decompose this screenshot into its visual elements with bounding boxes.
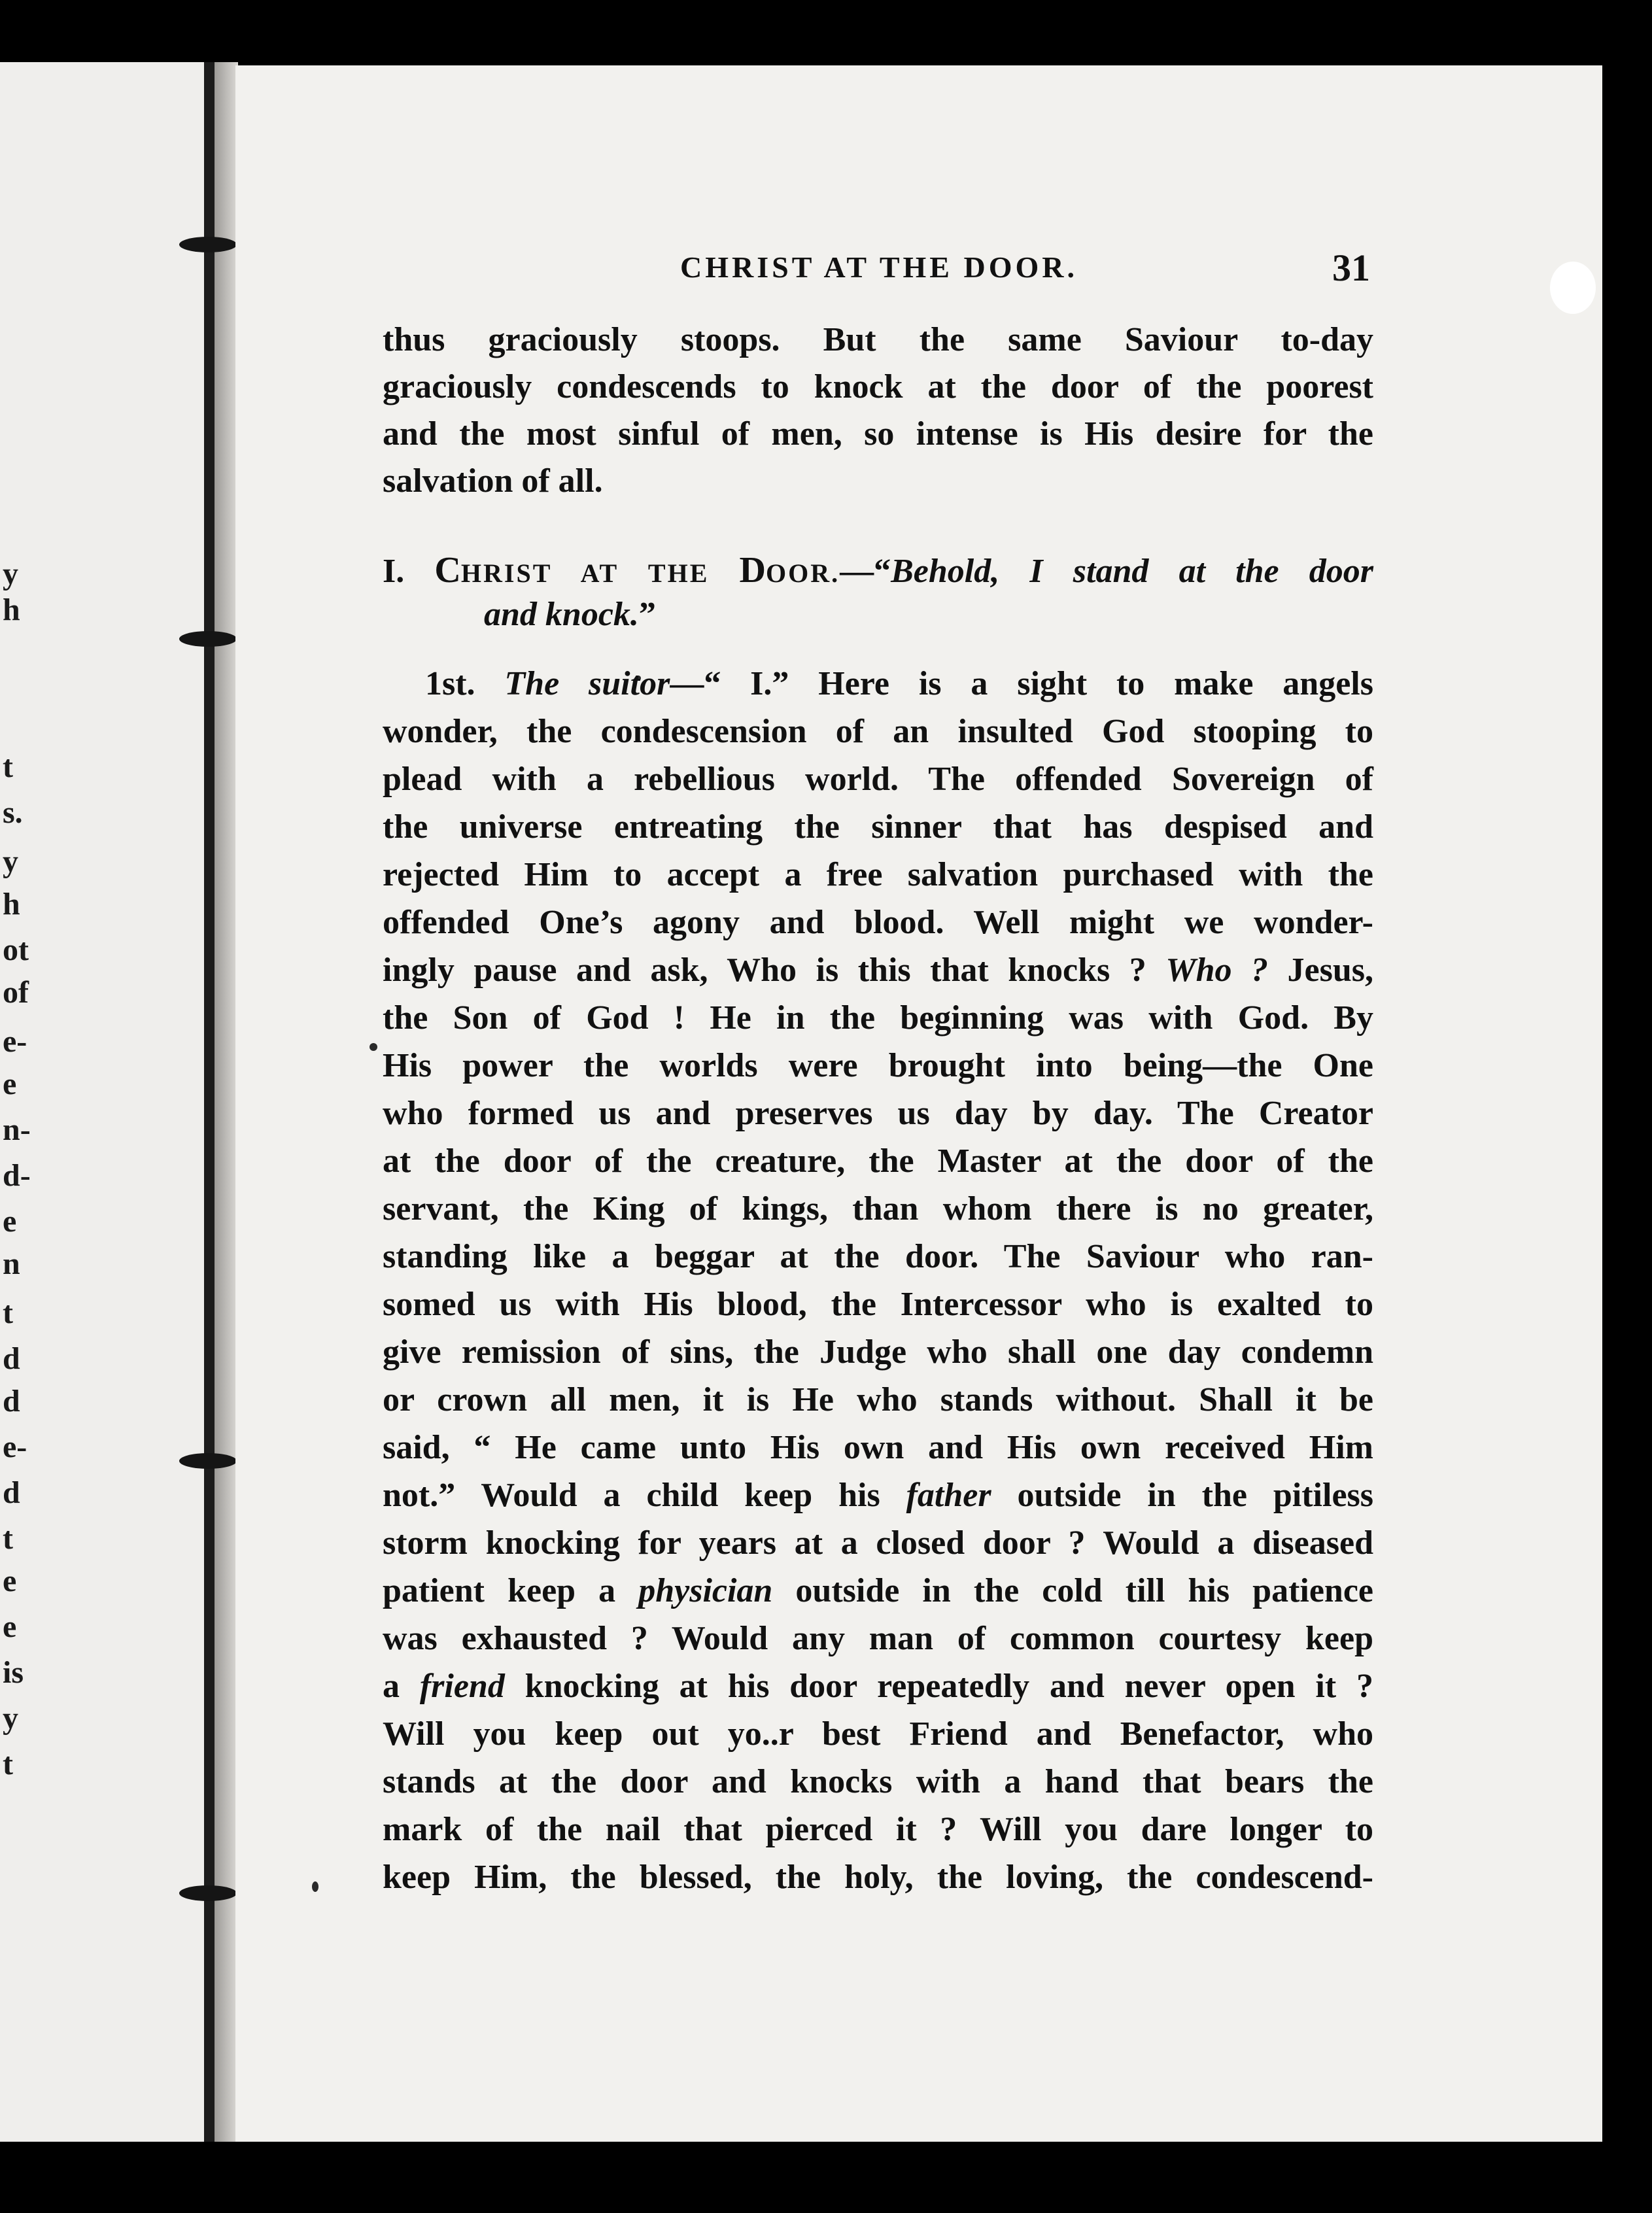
- text-line: not.” Would a child keep his father outside in the pitiless: [383, 1477, 1373, 1514]
- scripture-quote: Behold, I stand at the door: [891, 553, 1374, 590]
- section-numeral: I.: [383, 553, 405, 590]
- text-line: wonder, the condescension of an insulted God stooping to: [383, 713, 1373, 750]
- text-line: patient keep a physician outside in the cold till his patience: [383, 1572, 1374, 1609]
- scripture-quote: and knock.: [484, 596, 639, 633]
- cut-off-letter: y: [3, 1701, 18, 1736]
- binding-stitch: [179, 1453, 237, 1469]
- text-line: mark of the nail that pierced it ? Will you dare longer to: [383, 1811, 1373, 1848]
- left-page-fragment: [0, 62, 216, 2142]
- cut-off-letter: t: [3, 749, 13, 784]
- text-line: standing like a beggar at the door. The Saviour who ran-: [383, 1238, 1373, 1275]
- text-line: offended One’s agony and blood. Well might we wonder-: [383, 904, 1373, 941]
- cut-off-letter: d: [3, 1341, 20, 1376]
- cut-off-letter: is: [3, 1655, 24, 1690]
- text-line: said, “ He came unto His own and His own received Him: [383, 1429, 1373, 1466]
- cut-off-letter: n: [3, 1246, 20, 1281]
- cut-off-letter: e-: [3, 1024, 27, 1059]
- cut-off-letter: t: [3, 1747, 13, 1781]
- cut-off-letter: e: [3, 1204, 17, 1239]
- text-line: Will you keep out yo..r best Friend and Benefactor, who: [383, 1715, 1373, 1753]
- cut-off-letter: t: [3, 1521, 13, 1556]
- text-line: graciously condescends to knock at the door of the poorest: [383, 368, 1373, 405]
- text-line: the universe entreating the sinner that has despised and: [383, 808, 1373, 846]
- text-line: the Son of God ! He in the beginning was with God. By: [383, 999, 1373, 1037]
- binding-stitch: [179, 1885, 237, 1901]
- text-line: who formed us and preserves us day by day. The Creator: [383, 1095, 1373, 1132]
- cut-off-letter: e: [3, 1609, 17, 1644]
- cut-off-letter: d: [3, 1475, 20, 1510]
- text-line: give remission of sins, the Judge who shall one day condemn: [383, 1333, 1373, 1371]
- paper-blemish: [1550, 262, 1596, 314]
- cut-off-letter: n-: [3, 1112, 31, 1147]
- text-line: plead with a rebellious world. The offended Sovereign of: [383, 761, 1373, 798]
- text-line: storm knocking for years at a closed door ? Would a diseased: [383, 1524, 1373, 1562]
- cut-off-letter: t: [3, 1295, 13, 1330]
- text-line: somed us with His blood, the Intercessor who is exalted to: [383, 1286, 1373, 1323]
- cut-off-letter: y: [3, 557, 18, 591]
- cut-off-letter: h: [3, 592, 20, 627]
- section-heading: I. CHRIST AT THE DOOR.—“Behold, I stand at the door: [383, 550, 1374, 591]
- cut-off-letter: d: [3, 1384, 20, 1418]
- section-heading-continued: and knock.”: [484, 596, 656, 633]
- text-line: 1st. The suitor—“ I.” Here is a sight to make angels: [425, 665, 1373, 702]
- text-line: stands at the door and knocks with a hand that bears the: [383, 1763, 1373, 1800]
- cut-off-letter: d-: [3, 1158, 31, 1193]
- cut-off-letter: e-: [3, 1430, 27, 1464]
- binding-stitch: [179, 631, 237, 647]
- cut-off-letter: s.: [3, 795, 23, 830]
- ink-speck: [312, 1881, 318, 1892]
- binding-stitch: [179, 237, 237, 252]
- text-line: or crown all men, it is He who stands without. Shall it be: [383, 1381, 1373, 1418]
- text-line: ingly pause and ask, Who is this that knocks ? Who ? Jesus,: [383, 952, 1373, 989]
- cut-off-letter: of: [3, 975, 29, 1010]
- text-line: servant, the King of kings, than whom there is no greater,: [383, 1190, 1373, 1227]
- text-line: was exhausted ? Would any man of common courtesy keep: [383, 1620, 1373, 1657]
- text-line: rejected Him to accept a free salvation purchased with the: [383, 856, 1373, 893]
- running-head: CHRIST AT THE DOOR.: [680, 250, 1078, 284]
- page-header: [680, 247, 1370, 296]
- text-line: salvation of all.: [383, 462, 603, 500]
- cut-off-letter: ot: [3, 933, 29, 967]
- left-page-cut-text: [0, 62, 39, 2142]
- text-line: at the door of the creature, the Master at the door of the: [383, 1142, 1373, 1180]
- text-line: keep Him, the blessed, the holy, the loving, the condescend-: [383, 1859, 1373, 1896]
- text-line: His power the worlds were brought into being—the One: [383, 1047, 1373, 1084]
- ink-speck: [370, 1043, 377, 1051]
- text-line: and the most sinful of men, so intense is His desire for the: [383, 415, 1373, 453]
- page-number: 31: [1332, 247, 1370, 289]
- cut-off-letter: y: [3, 844, 18, 879]
- text-line: a friend knocking at his door repeatedly and never open it ?: [383, 1668, 1373, 1705]
- spine-gutter: [215, 62, 238, 2142]
- cut-off-letter: h: [3, 887, 20, 921]
- cut-off-letter: e: [3, 1564, 17, 1598]
- cut-off-letter: e: [3, 1067, 17, 1101]
- text-line: thus graciously stoops. But the same Saviour to-day: [383, 321, 1373, 358]
- binding-edge: [204, 62, 215, 2142]
